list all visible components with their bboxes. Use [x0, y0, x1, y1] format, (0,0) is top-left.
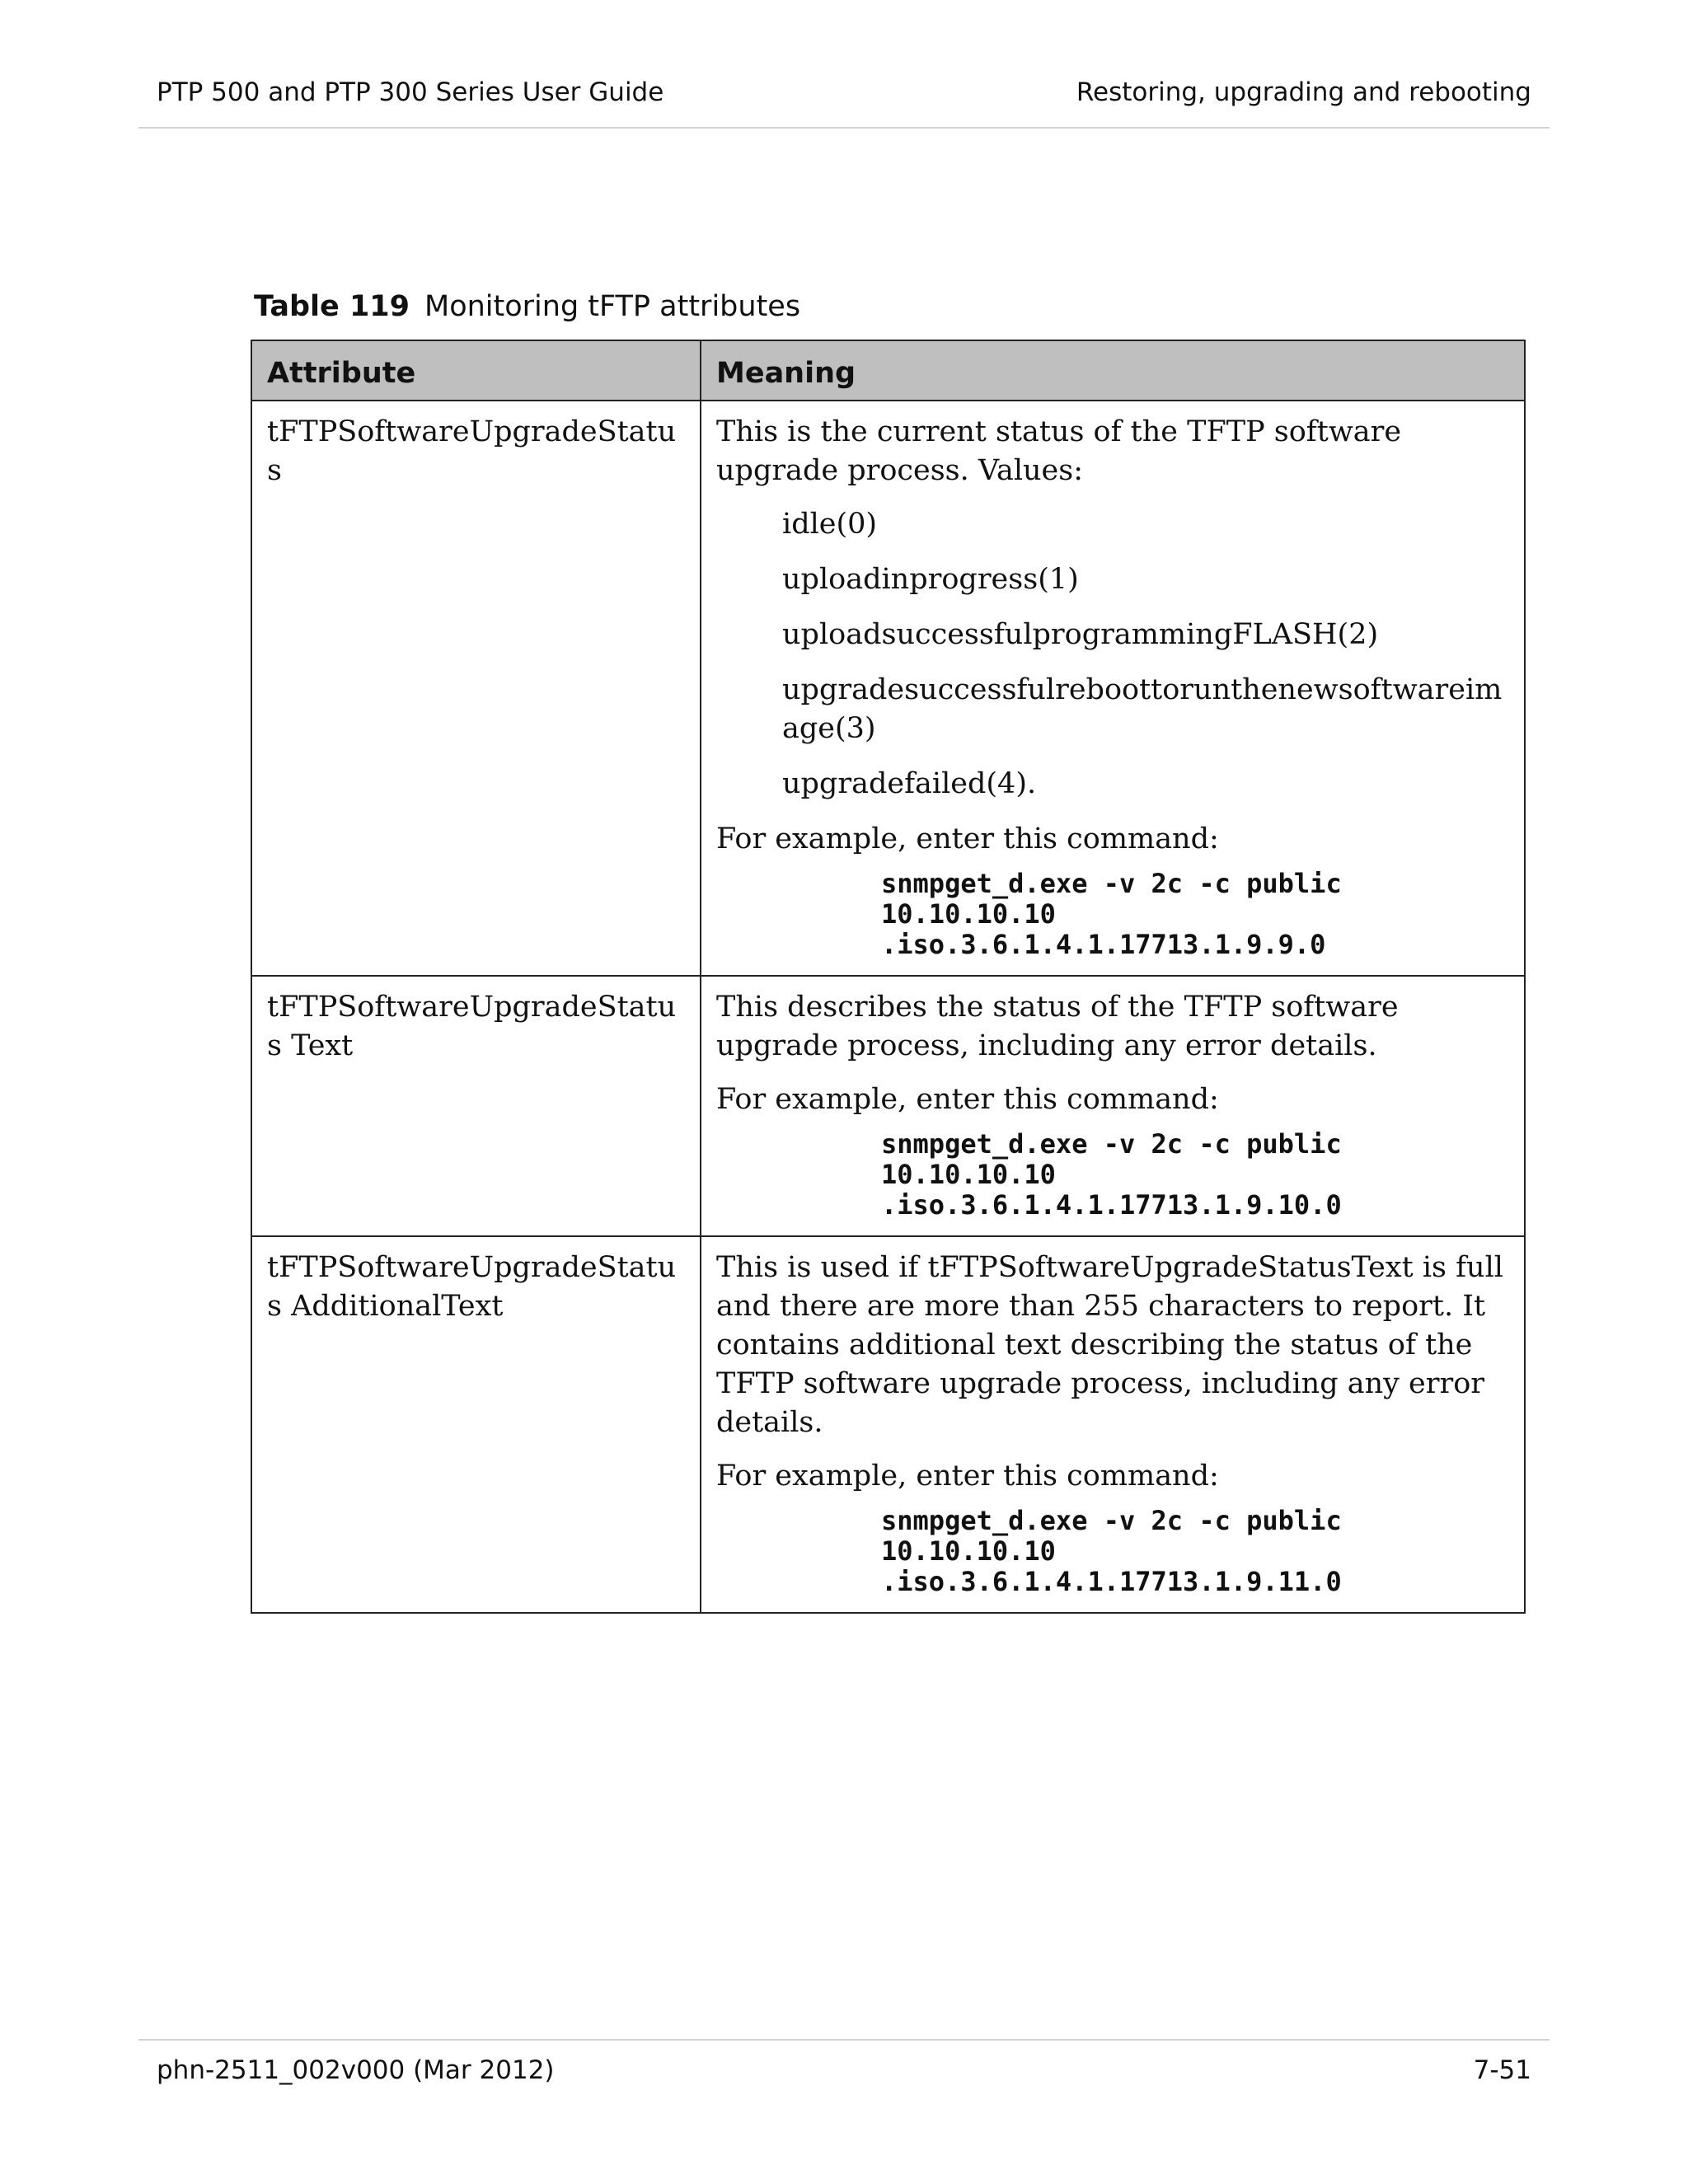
command-line: 10.10.10.10 [881, 1159, 1056, 1190]
table-header-row [251, 340, 1525, 401]
example-command [881, 1506, 1509, 1597]
table-row [251, 401, 1525, 976]
command-line: .iso.3.6.1.4.1.17713.1.9.11.0 [881, 1566, 1342, 1597]
example-command [881, 1129, 1509, 1221]
command-line: snmpget_d.exe -v 2c -c public [881, 868, 1342, 899]
footer-document-id: phn-2511_002v000 (Mar 2012) [157, 2055, 555, 2085]
value-item: uploadsuccessfulprogrammingFLASH(2) [782, 618, 1379, 651]
table-caption [254, 290, 800, 323]
example-command [881, 869, 1509, 960]
footer-page-number: 7-51 [1473, 2055, 1531, 2085]
meaning-cell [701, 1236, 1525, 1613]
description-text: This is the current status of the TFTP software upgrade process. Values: [716, 415, 1402, 487]
description-text: This is used if tFTPSoftwareUpgradeStatusText is full and there are more than 255 characters to report. It contains additional text describing the status of the TFTP software upgrade process, including any error details. [716, 1251, 1503, 1439]
header-document-title: PTP 500 and PTP 300 Series User Guide [157, 77, 664, 107]
attributes-table [251, 340, 1526, 1614]
table-row [251, 1236, 1525, 1613]
command-line: 10.10.10.10 [881, 898, 1056, 930]
value-item: uploadinprogress(1) [782, 563, 1079, 596]
example-lead-text: For example, enter this command: [716, 1460, 1219, 1493]
value-item: upgradesuccessfulreboottorunthenewsoftwareimage(3) [782, 673, 1503, 745]
meaning-cell [701, 401, 1525, 976]
command-line: .iso.3.6.1.4.1.17713.1.9.9.0 [881, 929, 1326, 960]
attribute-cell: tFTPSoftwareUpgradeStatus AdditionalText [251, 1236, 701, 1613]
column-header-attribute: Attribute [251, 340, 701, 401]
command-line: snmpget_d.exe -v 2c -c public [881, 1505, 1342, 1536]
column-header-meaning: Meaning [701, 340, 1525, 401]
page-footer [138, 2039, 1550, 2090]
page-header [138, 76, 1550, 129]
attribute-cell: tFTPSoftwareUpgradeStatus Text [251, 976, 701, 1236]
table-caption-number: Table 119 [254, 290, 410, 323]
command-line: 10.10.10.10 [881, 1535, 1056, 1567]
command-line: .iso.3.6.1.4.1.17713.1.9.10.0 [881, 1189, 1342, 1221]
meaning-cell [701, 976, 1525, 1236]
command-line: snmpget_d.exe -v 2c -c public [881, 1128, 1342, 1160]
header-section-title: Restoring, upgrading and rebooting [1076, 77, 1531, 107]
example-lead-text: For example, enter this command: [716, 1083, 1219, 1116]
value-item: upgradefailed(4). [782, 767, 1037, 800]
description-text: This describes the status of the TFTP software upgrade process, including any error details. [716, 991, 1399, 1062]
attribute-cell: tFTPSoftwareUpgradeStatus [251, 401, 701, 976]
value-item: idle(0) [782, 508, 878, 541]
table-caption-title: Monitoring tFTP attributes [424, 290, 801, 323]
example-lead-text: For example, enter this command: [716, 823, 1219, 855]
table-row [251, 976, 1525, 1236]
